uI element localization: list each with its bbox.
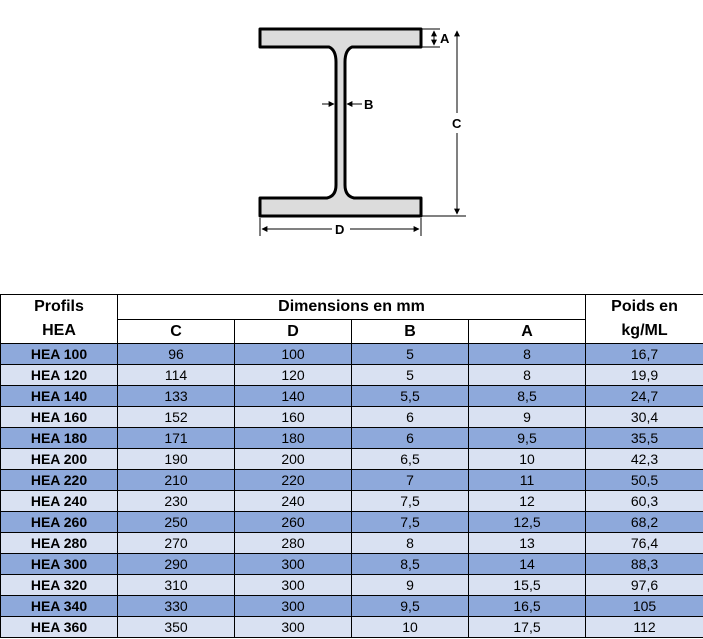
value-d-cell: 300: [235, 617, 352, 638]
value-d-cell: 260: [235, 512, 352, 533]
profile-name-cell: HEA 180: [1, 428, 118, 449]
table-row: [1, 386, 703, 407]
profile-name-cell: HEA 220: [1, 470, 118, 491]
value-d-cell: 300: [235, 554, 352, 575]
value-weight-cell: 112: [586, 617, 703, 638]
value-weight-cell: 60,3: [586, 491, 703, 512]
header-poids: Poids en: [586, 295, 703, 320]
value-a-cell: 17,5: [469, 617, 586, 638]
value-c-cell: 96: [118, 344, 235, 365]
value-c-cell: 210: [118, 470, 235, 491]
dimension-c: [422, 31, 466, 216]
profile-name-cell: HEA 200: [1, 449, 118, 470]
value-b-cell: 5: [352, 365, 469, 386]
value-c-cell: 114: [118, 365, 235, 386]
value-a-cell: 8: [469, 344, 586, 365]
value-b-cell: 7: [352, 470, 469, 491]
value-a-cell: 13: [469, 533, 586, 554]
value-a-cell: 14: [469, 554, 586, 575]
value-weight-cell: 105: [586, 596, 703, 617]
dimension-d-label: D: [335, 222, 345, 237]
dimension-b: [322, 97, 373, 112]
value-weight-cell: 97,6: [586, 575, 703, 596]
value-weight-cell: 24,7: [586, 386, 703, 407]
header-col-d: D: [235, 320, 352, 344]
table-row: [1, 449, 703, 470]
value-d-cell: 220: [235, 470, 352, 491]
value-weight-cell: 35,5: [586, 428, 703, 449]
value-b-cell: 10: [352, 617, 469, 638]
profile-name-cell: HEA 320: [1, 575, 118, 596]
value-a-cell: 11: [469, 470, 586, 491]
value-b-cell: 7,5: [352, 512, 469, 533]
i-beam-cross-section-diagram: [0, 0, 703, 250]
table-row: [1, 617, 703, 638]
dimension-d: [260, 218, 421, 237]
value-a-cell: 12: [469, 491, 586, 512]
profile-name-cell: HEA 300: [1, 554, 118, 575]
profile-name-cell: HEA 120: [1, 365, 118, 386]
profile-name-cell: HEA 360: [1, 617, 118, 638]
dimension-a: [422, 29, 450, 47]
value-b-cell: 9,5: [352, 596, 469, 617]
value-weight-cell: 42,3: [586, 449, 703, 470]
table-row: [1, 491, 703, 512]
value-b-cell: 7,5: [352, 491, 469, 512]
table-row: [1, 344, 703, 365]
value-b-cell: 8,5: [352, 554, 469, 575]
value-d-cell: 160: [235, 407, 352, 428]
value-d-cell: 120: [235, 365, 352, 386]
value-c-cell: 330: [118, 596, 235, 617]
value-b-cell: 8: [352, 533, 469, 554]
dimension-a-label: A: [440, 31, 450, 46]
value-b-cell: 9: [352, 575, 469, 596]
profile-name-cell: HEA 100: [1, 344, 118, 365]
table-row: [1, 575, 703, 596]
value-a-cell: 9: [469, 407, 586, 428]
value-b-cell: 6,5: [352, 449, 469, 470]
value-b-cell: 6: [352, 428, 469, 449]
header-col-b: B: [352, 320, 469, 344]
table-row: [1, 407, 703, 428]
profile-name-cell: HEA 140: [1, 386, 118, 407]
header-col-a: A: [469, 320, 586, 344]
header-hea: HEA: [1, 320, 118, 344]
value-a-cell: 12,5: [469, 512, 586, 533]
value-a-cell: 8,5: [469, 386, 586, 407]
header-col-c: C: [118, 320, 235, 344]
value-weight-cell: 30,4: [586, 407, 703, 428]
value-weight-cell: 88,3: [586, 554, 703, 575]
table-row: [1, 596, 703, 617]
dimension-b-label: B: [364, 97, 374, 112]
value-c-cell: 152: [118, 407, 235, 428]
value-weight-cell: 76,4: [586, 533, 703, 554]
value-c-cell: 270: [118, 533, 235, 554]
table-row: [1, 365, 703, 386]
value-c-cell: 133: [118, 386, 235, 407]
value-d-cell: 300: [235, 575, 352, 596]
value-c-cell: 290: [118, 554, 235, 575]
table-row: [1, 470, 703, 491]
value-c-cell: 310: [118, 575, 235, 596]
value-b-cell: 5,5: [352, 386, 469, 407]
value-d-cell: 200: [235, 449, 352, 470]
value-weight-cell: 19,9: [586, 365, 703, 386]
value-weight-cell: 50,5: [586, 470, 703, 491]
value-weight-cell: 68,2: [586, 512, 703, 533]
value-b-cell: 6: [352, 407, 469, 428]
value-a-cell: 15,5: [469, 575, 586, 596]
value-c-cell: 171: [118, 428, 235, 449]
value-d-cell: 140: [235, 386, 352, 407]
value-d-cell: 180: [235, 428, 352, 449]
table-row: [1, 512, 703, 533]
value-c-cell: 230: [118, 491, 235, 512]
value-a-cell: 9,5: [469, 428, 586, 449]
table-row: [1, 554, 703, 575]
header-dimensions: Dimensions en mm: [118, 295, 586, 320]
table-row: [1, 533, 703, 554]
table-body: [1, 344, 703, 638]
value-d-cell: 280: [235, 533, 352, 554]
profile-name-cell: HEA 160: [1, 407, 118, 428]
value-a-cell: 16,5: [469, 596, 586, 617]
value-c-cell: 190: [118, 449, 235, 470]
value-c-cell: 350: [118, 617, 235, 638]
header-kgml: kg/ML: [586, 320, 703, 344]
profile-name-cell: HEA 280: [1, 533, 118, 554]
header-profils: Profils: [1, 295, 118, 320]
value-d-cell: 300: [235, 596, 352, 617]
profile-name-cell: HEA 240: [1, 491, 118, 512]
table-row: [1, 428, 703, 449]
dimension-c-label: C: [452, 116, 462, 131]
i-beam-profile: [260, 29, 421, 216]
value-weight-cell: 16,7: [586, 344, 703, 365]
value-a-cell: 10: [469, 449, 586, 470]
value-c-cell: 250: [118, 512, 235, 533]
profile-name-cell: HEA 340: [1, 596, 118, 617]
profile-name-cell: HEA 260: [1, 512, 118, 533]
value-d-cell: 100: [235, 344, 352, 365]
value-d-cell: 240: [235, 491, 352, 512]
hea-profile-table: [0, 294, 703, 638]
value-b-cell: 5: [352, 344, 469, 365]
value-a-cell: 8: [469, 365, 586, 386]
